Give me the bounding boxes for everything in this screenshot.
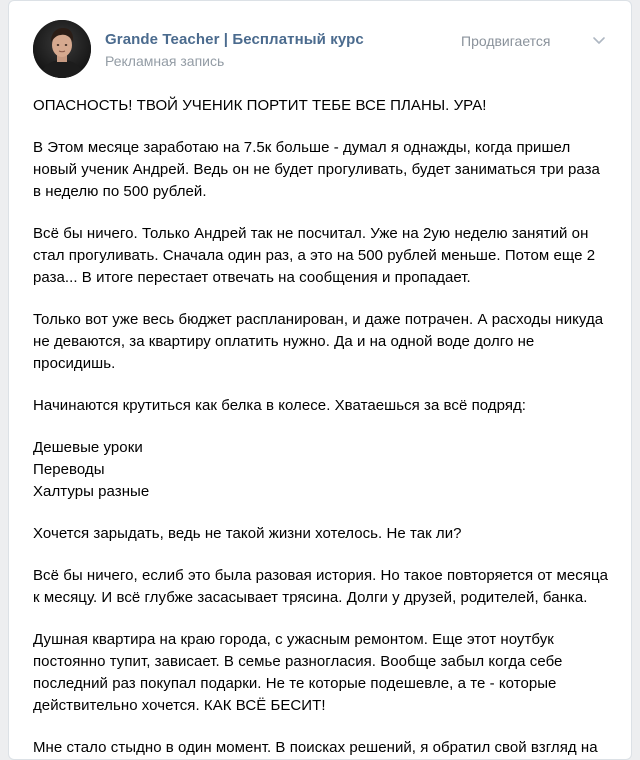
paragraph: Всё бы ничего, еслиб это была разовая история. Но такое повторяется от месяца к месяцу. И всё глубже засасывает трясина. Долги у друзей, родителей, банка. [33, 567, 609, 606]
post-type-label: Рекламная запись [105, 53, 225, 69]
paragraph: Только вот уже весь бюджет распланирован, и даже потрачен. А расходы никуда не деваются, за квартиру оплатить нужно. Да и на одной воде долго не просидишь. [33, 311, 604, 372]
paragraph: Начинаются крутиться как белка в колесе. Хватаешься за всё подряд: [33, 397, 527, 414]
author-name[interactable]: Grande Teacher | Бесплатный курс [105, 31, 364, 48]
avatar[interactable] [33, 20, 91, 78]
paragraph: Всё бы ничего. Только Андрей так не посчитал. Уже на 2ую неделю занятий он стал прогуливать. Сначала один раз, а это на 500 рублей меньше. Потом еще 2 раза... В итоге перестает отвечать на сообщения и пропадает. [33, 225, 596, 286]
paragraph: Душная квартира на краю города, с ужасным ремонтом. Еще этот ноутбук постоянно тупит, зависает. В семье разногласия. Вообще забыл когда себе последний раз покупал подарки. Не те которые подешевле, а те - которые действительно хочется. КАК ВСЁ БЕСИТ! [33, 631, 563, 714]
paragraph: ОПАСНОСТЬ! ТВОЙ УЧЕНИК ПОРТИТ ТЕБЕ ВСЕ ПЛАНЫ. УРА! [33, 97, 487, 114]
list-item: Дешевые уроки [33, 439, 143, 456]
paragraph: В Этом месяце заработаю на 7.5к больше - думал я однажды, когда пришел новый ученик Андрей. Ведь он не будет прогуливать, будет заниматься три раза в неделю по 500 рублей. [33, 139, 600, 200]
paragraph: Хочется зарыдать, ведь не такой жизни хотелось. Не так ли? [33, 525, 462, 542]
list-item: Переводы [33, 461, 105, 478]
post-header [9, 1, 631, 91]
list-item: Халтуры разные [33, 483, 150, 500]
avatar-photo [33, 20, 91, 78]
chevron-down-icon[interactable] [591, 34, 607, 48]
post-card [8, 0, 632, 760]
post-text [33, 95, 611, 760]
paragraph: Мне стало стыдно в один момент. В поисках решений, я обратил свой взгляд на [33, 739, 598, 756]
promoted-label[interactable]: Продвигается [461, 33, 551, 49]
